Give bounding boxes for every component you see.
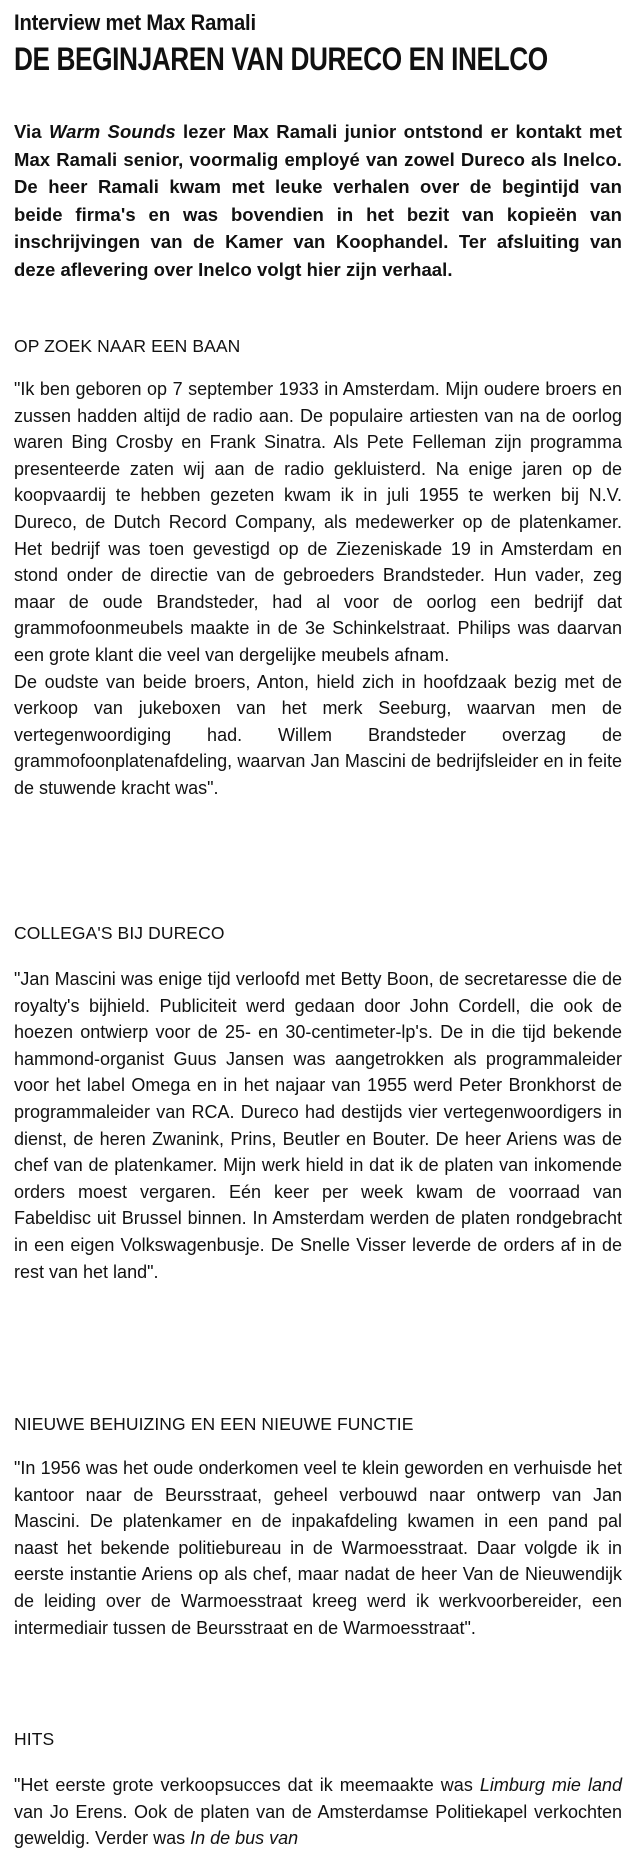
- article-kicker: Interview met Max Ramali: [14, 10, 256, 35]
- song-title: In de bus van: [190, 1828, 299, 1849]
- intro-text-rest: lezer Max Ramali junior ontstond er kontakt met Max Ramali senior, voormalig employé van zowel Dureco als Inelco. De heer Ramali kwam met leuke verhalen over de begintijd van beide firma's en was bovendien in het bezit van kopieën van inschrijvingen van de Kamer van Koophandel. Ter afsluiting van deze aflevering over Inelco volgt hier zijn verhaal.: [14, 121, 622, 280]
- section-body: [14, 1772, 622, 1852]
- section-body: [14, 376, 622, 802]
- section-title: NIEUWE BEHUIZING EN EEN NIEUWE FUNCTIE: [14, 1414, 414, 1434]
- section-nieuwe-behuizing: [14, 1413, 622, 1641]
- paragraph-text: van Jo Erens. Ook de platen van de Amsterdamse Politiekapel verkochten geweldig. Verder was: [14, 1801, 622, 1849]
- intro-text-start: Via: [14, 121, 49, 142]
- paragraph: "Jan Mascini was enige tijd verloofd met Betty Boon, de secretaresse die de royalty's bijhield. Publiciteit werd gedaan door John Cordell, die ook de hoezen ontwierp voor de 25- en 30-centimeter-lp's. De in die tijd bekende hammond-organist Guus Jansen was aangetrokken als programmaleider voor het label Omega en in het najaar van 1955 werd Peter Bronkhorst de programmaleider van RCA. Dureco had destijds vier vertegenwoordigers in dienst, de heren Zwanink, Prins, Beutler en Bouter. De heer Ariens was de chef van de platenkamer. Mijn werk hield in dat ik de platen van inkomende orders moest vergaren. Eén keer per week kwam de voorraad van Fabeldisc uit Brussel binnen. In Amsterdam werden de platen rondgebracht in een eigen Volkswagenbusje. De Snelle Visser leverde de orders af in de rest van het land".: [14, 969, 622, 1282]
- section-hits: [14, 1728, 622, 1852]
- article: [14, 10, 622, 1849]
- paragraph-text: "Het eerste grote verkoopsucces dat ik meemaakte was: [14, 1775, 480, 1795]
- section-title: OP ZOEK NAAR EEN BAAN: [14, 336, 241, 356]
- article-intro: [14, 118, 622, 284]
- paragraph: [14, 1772, 622, 1852]
- section-body: [14, 966, 622, 1285]
- paragraph: "In 1956 was het oude onderkomen veel te klein geworden en verhuisde het kantoor naar de Beursstraat, geheel verbouwd naar ontwerp van Jan Mascini. De platenkamer en de inpakafdeling kwamen in een pand pal naast het bekende politiebureau in de Warmoesstraat. Daar volgde ik in eerste instantie Ariens op als chef, maar nadat de heer Van de Nieuwendijk de leiding over de Warmoesstraat kreeg werd ik werkvoorbereider, een intermediair tussen de Beursstraat en de Warmoesstraat".: [14, 1458, 622, 1638]
- section-title: COLLEGA'S BIJ DURECO: [14, 923, 225, 943]
- section-title: HITS: [14, 1729, 55, 1749]
- paragraph: De oudste van beide broers, Anton, hield zich in hoofdzaak bezig met de verkoop van jukeboxen van het merk Seeburg, waarvan men de vertegenwoordiging had. Willem Brandsteder overzag de grammofoonplatenafdeling, waarvan Jan Mascini de bedrijfsleider en in feite de stuwende kracht was".: [14, 671, 622, 798]
- paragraph: "Ik ben geboren op 7 september 1933 in Amsterdam. Mijn oudere broers en zussen hadden altijd de radio aan. De populaire artiesten van na de oorlog waren Bing Crosby en Frank Sinatra. Als Pete Felleman zijn programma presenteerde zaten wij aan de radio gekluisterd. Na enige jaren op de koopvaardij te hebben gezeten kwam ik in juli 1955 te werken bij N.V. Dureco, de Dutch Record Company, als medewerker op de platenkamer. Het bedrijf was toen gevestigd op de Ziezeniskade 19 in Amsterdam en stond onder de directie van de gebroeders Brandsteder. Hun vader, zeg maar de oude Brandsteder, had al voor de oorlog een bedrijf dat grammofoonmeubels maakte in de 3e Schinkelstraat. Philips was daarvan een grote klant die veel van dergelijke meubels afnam.: [14, 379, 622, 665]
- section-op-zoek-naar-een-baan: [14, 335, 622, 802]
- magazine-name: Warm Sounds: [48, 121, 176, 142]
- song-title: Limburg mie land: [479, 1775, 622, 1795]
- section-body: [14, 1455, 622, 1641]
- article-headline: DE BEGINJAREN VAN DURECO EN INELCO: [14, 41, 548, 77]
- section-collegas-bij-dureco: [14, 922, 622, 1285]
